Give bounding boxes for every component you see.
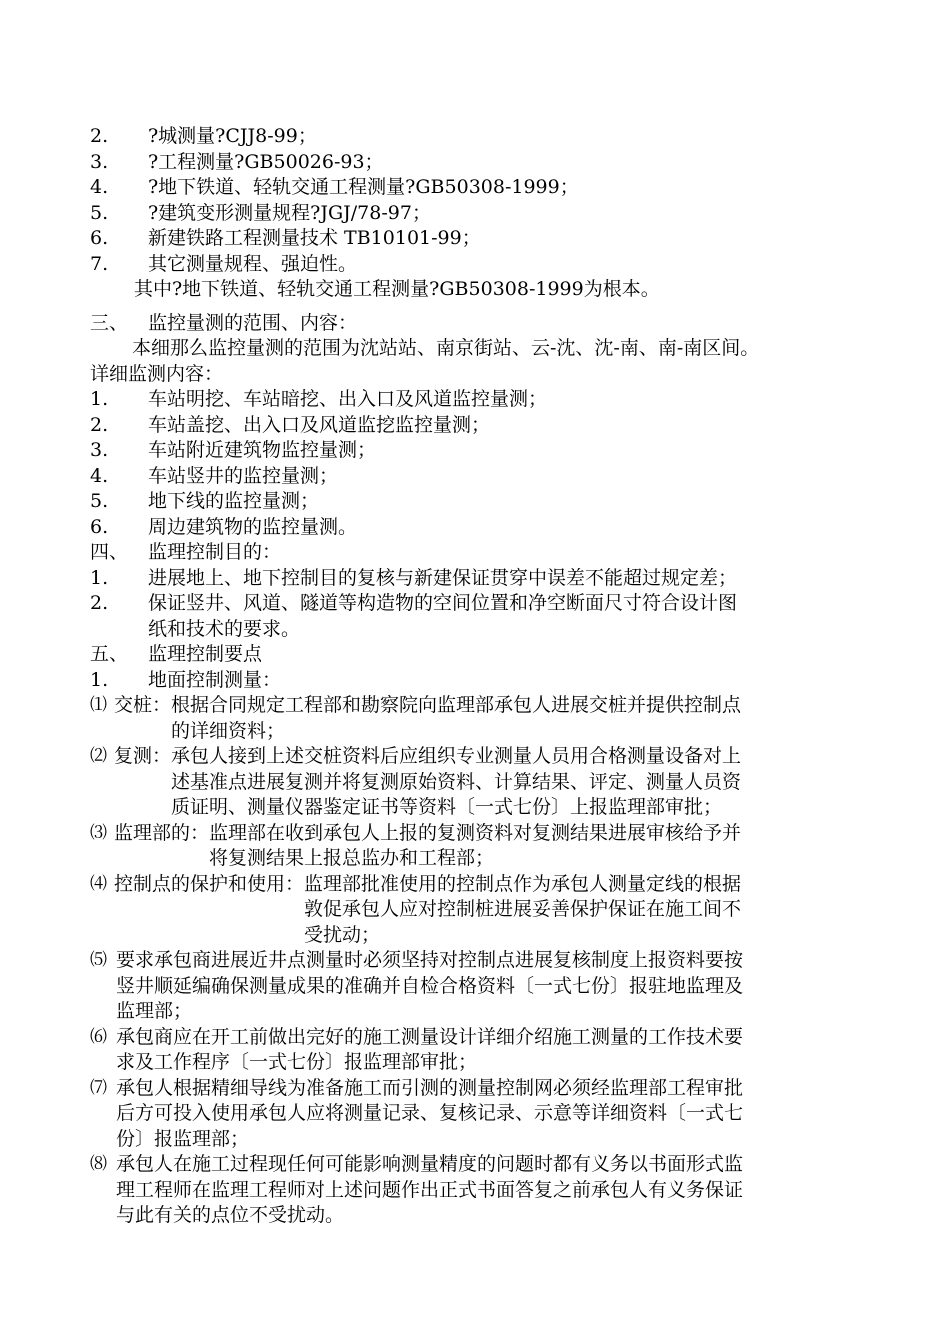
text-line: 受扰动；	[304, 923, 381, 946]
list-item-text	[148, 591, 737, 642]
control-point	[90, 1152, 870, 1229]
list-item-number: 5.	[90, 490, 109, 512]
list-item-text: ?建筑变形测量规程?JGJ/78-97；	[148, 201, 431, 224]
section-3-subheading: 详细监测内容：	[90, 362, 224, 385]
point-text	[116, 948, 743, 1025]
point-marker: ⑷	[90, 873, 106, 894]
list-item-text: 车站明挖、车站暗挖、出入口及风道监控量测；	[148, 388, 548, 410]
section-4-list	[90, 566, 870, 643]
section-3-list	[90, 387, 870, 540]
text-line: 要求承包商进展近井点测量时必须坚持对控制点进展复核制度上报资料要按	[116, 949, 744, 971]
point-text	[304, 872, 741, 949]
list-item	[90, 566, 870, 592]
list-item-text: 地下线的监控量测；	[148, 490, 320, 512]
list-item	[90, 387, 870, 413]
section-5-sub-title: 地面控制测量：	[148, 668, 282, 691]
list-item-number: 4.	[90, 176, 109, 198]
control-point	[90, 1076, 870, 1153]
text-line: 监理部；	[116, 1000, 193, 1022]
control-point	[90, 821, 870, 872]
list-item-number: 5.	[90, 201, 109, 224]
list-item-number: 3.	[90, 150, 109, 173]
list-item	[90, 515, 870, 541]
standards-list	[90, 124, 870, 277]
text-line: 承包人接到上述交桩资料后应组织专业测量人员用合格测量设备对上	[171, 745, 742, 767]
text-line: 纸和技术的要求。	[148, 617, 301, 640]
text-line: 监理部批准使用的控制点作为承包人测量定线的根据	[304, 872, 742, 895]
point-text	[171, 744, 741, 821]
text-line: 理工程师在监理工程师对上述问题作出正式书面答复之前承包人有义务保证	[116, 1178, 744, 1201]
section-5-sub-number: 1.	[90, 668, 109, 691]
point-marker: ⑵	[90, 746, 106, 766]
point-marker: ⑴	[90, 695, 106, 715]
list-item-number: 6.	[90, 515, 109, 538]
control-point	[90, 693, 870, 744]
list-item-number: 4.	[90, 464, 109, 487]
list-item-number: 2.	[90, 592, 109, 614]
list-item	[90, 591, 870, 642]
section-5-points	[90, 693, 870, 1229]
point-marker: ⑹	[90, 1026, 106, 1047]
section-3-intro: 本细那么监控量测的范围为沈站站、南京街站、云-沈、沈-南、南-南区间。	[132, 337, 760, 359]
list-item	[90, 175, 870, 201]
list-item-text: 车站附近建筑物监控量测；	[148, 439, 377, 461]
section-5-subheading	[90, 668, 870, 694]
text-line: 敦促承包人应对控制桩进展妥善保护保证在施工间不	[304, 898, 742, 920]
list-item-text: 车站盖挖、出入口及风道监挖监控量测；	[148, 413, 491, 436]
point-marker: ⑺	[90, 1077, 106, 1098]
list-item-number: 6.	[90, 227, 109, 249]
list-item-text: 车站竖井的监控量测；	[148, 464, 339, 487]
point-text	[116, 1076, 743, 1153]
control-point	[90, 744, 870, 821]
point-label: 控制点的保护和使用：	[114, 872, 305, 895]
text-line: 与此有关的点位不受扰动。	[116, 1204, 345, 1226]
list-item	[90, 150, 870, 176]
list-item-number: 1.	[90, 566, 109, 589]
list-item-number: 2.	[90, 413, 109, 436]
control-point	[90, 948, 870, 1025]
point-text	[171, 693, 741, 744]
list-item-text: 周边建筑物的监控量测。	[148, 515, 358, 538]
text-line: 承包人在施工过程现任何可能影响测量精度的问题时都有义务以书面形式监	[116, 1153, 744, 1175]
list-item	[90, 438, 870, 464]
section-4-heading	[90, 540, 870, 566]
list-item	[90, 413, 870, 439]
point-label: 监理部的：	[114, 821, 210, 844]
list-item-text: 其它测量规程、强迫性。	[148, 252, 358, 275]
document-body	[90, 124, 870, 1229]
list-item	[90, 489, 870, 515]
text-line: 监理部在收到承包人上报的复测资料对复测结果进展审核给予并	[209, 821, 742, 844]
section-3-heading	[90, 311, 870, 337]
point-label: 交桩：	[114, 694, 172, 716]
list-item	[90, 201, 870, 227]
point-marker: ⑸	[90, 950, 106, 970]
list-item-number: 1.	[90, 388, 109, 410]
section-4-title: 监理控制目的：	[148, 541, 282, 563]
text-line: 根据合同规定工程部和勘察院向监理部承包人进展交桩并提供控制点	[171, 694, 742, 716]
list-item-number: 7.	[90, 252, 109, 275]
text-line: 后方可投入使用承包人应将测量记录、复核记录、示意等详细资料〔一式七	[116, 1102, 744, 1124]
text-line: 份〕报监理部；	[116, 1127, 250, 1150]
text-line: 保证竖井、风道、隧道等构造物的空间位置和净空断面尺寸符合设计图	[148, 592, 738, 614]
list-item-text	[148, 566, 737, 592]
text-line: 质证明、测量仪器鉴定证书等资料〔一式七份〕上报监理部审批；	[171, 796, 723, 818]
section-5-number: 五、	[90, 643, 129, 665]
list-item	[90, 252, 870, 278]
point-label: 复测：	[114, 745, 172, 767]
section-4-number: 四、	[90, 541, 129, 563]
point-text	[116, 1152, 743, 1229]
point-marker: ⑻	[90, 1154, 106, 1174]
point-text	[116, 1025, 743, 1076]
section-3-number: 三、	[90, 311, 129, 334]
list-item	[90, 464, 870, 490]
control-point	[90, 872, 870, 949]
list-item-number: 3.	[90, 439, 109, 461]
list-item-number: 2.	[90, 125, 109, 147]
list-item	[90, 124, 870, 150]
standards-note: 其中?地下铁道、轻轨交通工程测量?GB50308-1999为根本。	[134, 278, 660, 300]
section-5-heading	[90, 642, 870, 668]
list-item-text: ?地下铁道、轻轨交通工程测量?GB50308-1999；	[148, 176, 579, 198]
text-line: 承包人根据精细导线为准备施工而引测的测量控制网必须经监理部工程审批	[116, 1076, 744, 1099]
text-line: 求及工作程序〔一式七份〕报监理部审批；	[116, 1051, 478, 1073]
text-line: 述基准点进展复测并将复测原始资料、计算结果、评定、测量人员资	[171, 770, 742, 793]
section-3-title: 监控量测的范围、内容：	[148, 311, 358, 334]
list-item	[90, 226, 870, 252]
control-point	[90, 1025, 870, 1076]
point-marker: ⑶	[90, 822, 106, 843]
text-line: 进展地上、地下控制目的复核与新建保证贯穿中误差不能超过规定差；	[148, 566, 738, 589]
list-item-text: ?城测量?CJJ8-99；	[148, 125, 317, 147]
section-5-title: 监理控制要点	[148, 643, 263, 665]
list-item-text: ?工程测量?GB50026-93；	[148, 150, 384, 173]
text-line: 将复测结果上报总监办和工程部；	[209, 847, 495, 869]
point-text	[209, 821, 741, 872]
text-line: 竖井顺延编确保测量成果的准确并自检合格资料〔一式七份〕报驻地监理及	[116, 974, 744, 997]
list-item-text: 新建铁路工程测量技术 TB10101-99；	[148, 227, 481, 249]
text-line: 承包商应在开工前做出完好的施工测量设计详细介绍施工测量的工作技术要	[116, 1025, 744, 1048]
text-line: 的详细资料；	[171, 719, 286, 742]
